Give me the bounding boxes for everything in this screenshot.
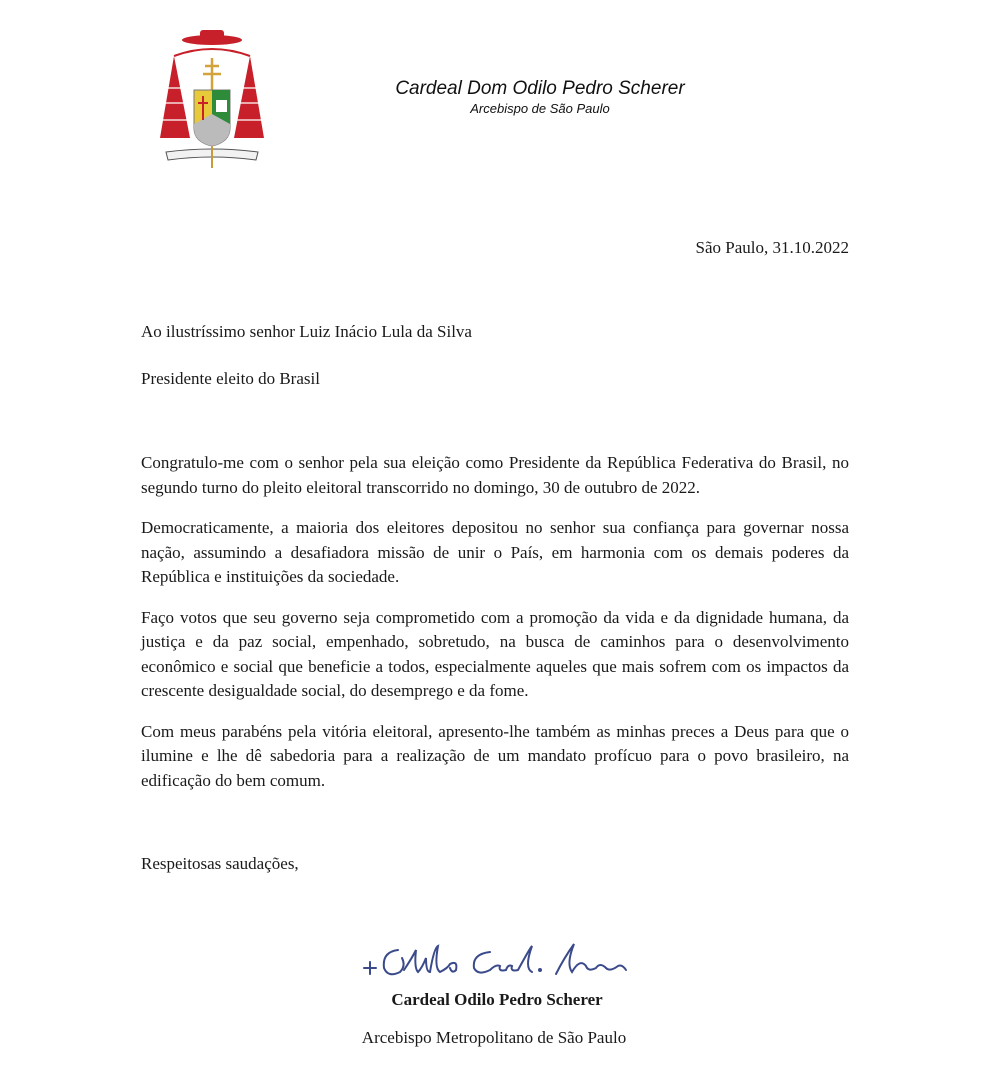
recipient-line-2: Presidente eleito do Brasil [141,369,320,388]
paragraph: Democraticamente, a maioria dos eleitores depositou no senhor sua confiança para governar nossa nação, assumindo a desafiadora missão de unir o País, em harmonia com os demais poderes da República e instituições da sociedade. [141,518,849,586]
coat-of-arms-logo [156,28,268,170]
letterhead-title: Arcebispo de São Paulo [470,101,610,116]
signatory-name: Cardeal Odilo Pedro Scherer [391,990,603,1009]
letterhead [380,78,700,118]
handwritten-signature [360,938,630,986]
signatory-role: Arcebispo Metropolitano de São Paulo [361,1028,627,1047]
paragraph: Faço votos que seu governo seja comprometido com a promoção da vida e da dignidade humana, da justiça e da paz social, empenhado, sobretudo, na busca de caminhos para o desenvolvimento econômico e social que beneficie a todos, especialmente aqueles que mais sofrem com os impactos da crescente desigualdade social, do desemprego e da fome. [141,607,849,700]
recipient-line-1: Ao ilustríssimo senhor Luiz Inácio Lula da Silva [141,322,472,341]
letter-date: São Paulo, 31.10.2022 [695,238,849,257]
letterhead-name: Cardeal Dom Odilo Pedro Scherer [395,78,685,99]
closing: Respeitosas saudações, [141,854,299,873]
letter-body [141,451,849,809]
paragraph: Com meus parabéns pela vitória eleitoral, apresento-lhe também as minhas preces a Deus para que o ilumine e lhe dê sabedoria para a realização de um mandato profícuo para o povo brasileiro, na edificação do bem comum. [141,721,849,790]
paragraph: Congratulo-me com o senhor pela sua eleição como Presidente da República Federativa do Brasil, no segundo turno do pleito eleitoral transcorrido no domingo, 30 de outubro de 2022. [141,453,849,497]
